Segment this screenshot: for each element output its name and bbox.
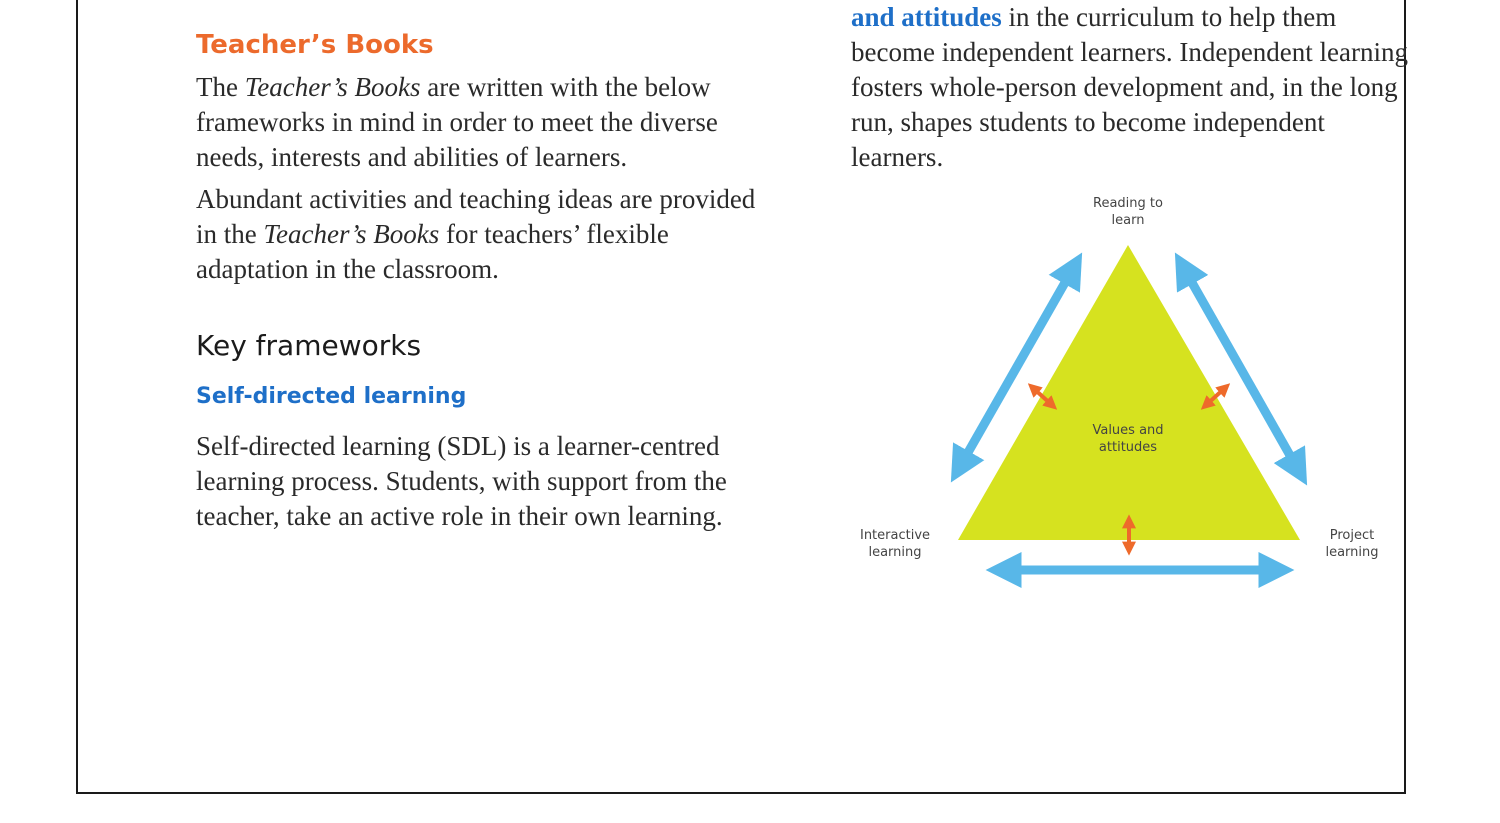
paragraph-independent-learning [851,0,1421,175]
label-values-and-attitudes: Values and attitudes [1092,423,1164,455]
text-segment: The [196,72,245,102]
italic-book-title: Teacher’s Books [244,72,421,102]
paragraph-teachers-books-intro [196,70,776,175]
italic-book-title: Teacher’s Books [263,219,440,249]
text-segment: Abundant activities and teaching ideas are provided in the [196,184,756,249]
text-segment: for teachers’ flexible adaptation in the classroom. [196,219,669,284]
learning-triangle-diagram [840,190,1400,600]
heading-self-directed-learning: Self-directed learning [196,384,467,409]
heading-key-frameworks: Key frameworks [196,329,422,362]
label-interactive-learning: Interactive learning [859,528,931,560]
text-segment: are written with the below frameworks in mind in order to meet the diverse needs, interests and abilities of learners. [196,72,718,172]
paragraph-self-directed-learning: Self-directed learning (SDL) is a learner-centred learning process. Students, with support from the teacher, take an active role in their own learning. [196,431,727,531]
left-column [196,26,776,534]
values-triangle [958,245,1300,540]
paragraph-teachers-books-activities [196,182,776,287]
heading-teachers-books: Teacher’s Books [196,30,434,60]
label-reading-to-learn: Reading to learn [1093,196,1163,228]
highlighted-term: and attitudes [851,2,1002,32]
label-project-learning: Project learning [1325,528,1379,560]
text-segment: in the curriculum to help them become independent learners. Independent learning fosters whole-person development and, in the long run, shapes students to become independent learners. [851,2,1409,172]
right-column [851,0,1421,175]
